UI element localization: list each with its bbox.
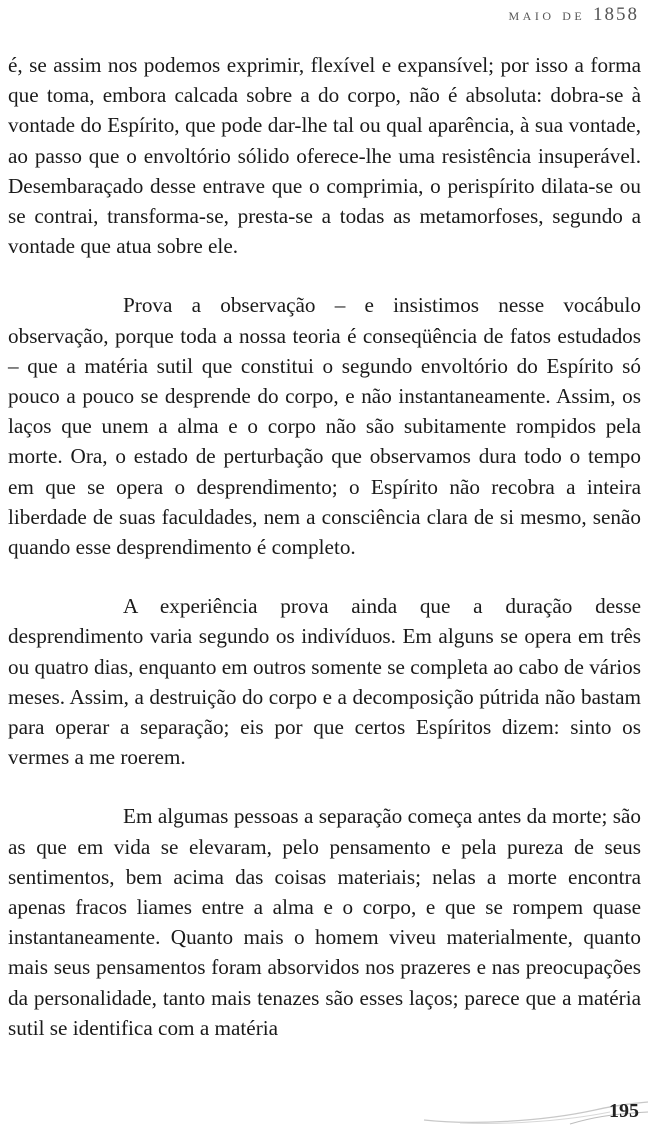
header-year: 1858: [593, 4, 639, 25]
paragraph-2: Prova a observação – e insistimos nesse vocábulo observação, porque toda a nossa teoria é conseqüência de fatos estudados – que a matéria sutil que constitui o segundo envoltório do Espírito só pouco a pouco se desprende do corpo, e não instantaneamente. Assim, os laços que unem a alma e o corpo não são subitamente rompidos pela morte. Ora, o estado de perturbação que observamos dura todo o tempo em que se opera o desprendimento; o Espírito não recobra a inteira liberdade de suas faculdades, nem a consciência clara de si mesmo, senão quando esse desprendimento é completo.: [8, 293, 641, 560]
page-number: 195: [609, 1100, 639, 1122]
body-text: [8, 50, 641, 1072]
paragraph-4: Em algumas pessoas a separação começa antes da morte; são as que em vida se elevaram, pelo pensamento e pela pureza de seus sentimentos, bem acima das coisas materiais; nelas a morte encontra apenas fracos liames entre a alma e o corpo, e que se rompem quase instantaneamente. Quanto mais o homem viveu materialmente, quanto mais seus pensamentos foram absorvidos nos prazeres e nas preocupações da personalidade, tanto mais tenazes são esses laços; parece que a matéria sutil se identifica com a matéria: [8, 804, 641, 1040]
paragraph-3: A experiência prova ainda que a duração desse desprendimento varia segundo os indivíduos. Em alguns se opera em três ou quatro dias, enquanto em outros somente se completa ao cabo de vários meses. Assim, a destruição do corpo e a decomposição pútrida não bastam para operar a separação; eis por que certos Espíritos dizem: sinto os vermes a me roerem.: [8, 594, 641, 770]
paragraph-1: é, se assim nos podemos exprimir, flexível e expansível; por isso a forma que toma, embora calcada sobre a do corpo, não é absoluta: dobra-se à vontade do Espírito, que pode dar-lhe tal ou qual aparência, à sua vontade, ao passo que o envoltório sólido oferece-lhe uma resistência insuperável. Desembaraçado desse entrave que o comprimia, o perispírito dilata-se ou se contrai, transforma-se, presta-se a todas as metamorfoses, segundo a vontade que atua sobre ele.: [8, 53, 641, 259]
running-header: [509, 4, 640, 26]
header-month: maio de: [508, 5, 586, 24]
page-footer: [420, 1098, 649, 1125]
